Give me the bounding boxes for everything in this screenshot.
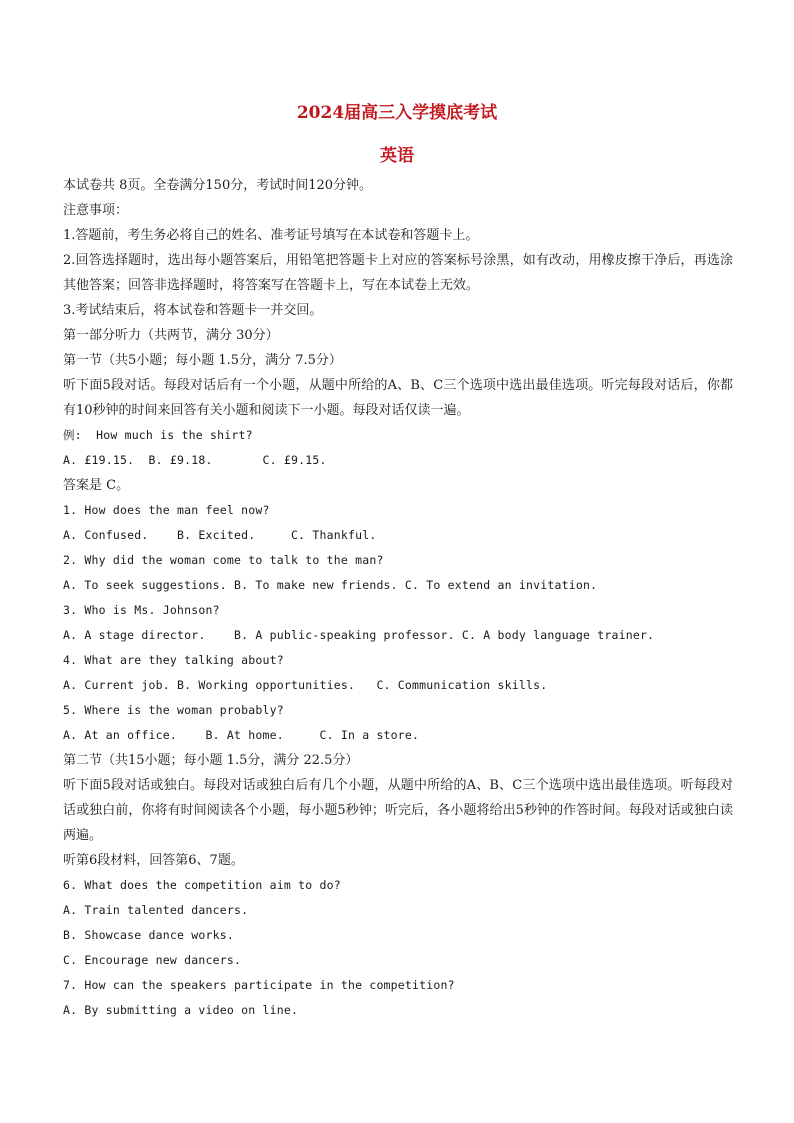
- part1-heading: 第一部分听力（共两节，满分 30分）: [63, 328, 279, 343]
- material-6-heading: 听第6段材料，回答第6、7题。: [63, 853, 244, 868]
- section2-heading: 第二节（共15小题；每小题 1.5分，满分 22.5分）: [63, 753, 359, 768]
- question-2: 2. Why did the woman come to talk to the man?: [63, 553, 384, 567]
- question-6: 6. What does the competition aim to do?: [63, 878, 341, 892]
- question-3-options: A. A stage director. B. A public-speaking professor. C. A body language trainer.: [63, 628, 655, 642]
- subject-title: 英语: [380, 146, 414, 166]
- question-3: 3. Who is Ms. Johnson?: [63, 603, 220, 617]
- question-1: 1. How does the man feel now?: [63, 503, 270, 517]
- question-6-option-b: B. Showcase dance works.: [63, 928, 234, 942]
- note-3: 3.考试结束后，将本试卷和答题卡一并交回。: [63, 303, 323, 318]
- section1-heading: 第一节（共5小题；每小题 1.5分，满分 7.5分）: [63, 353, 342, 368]
- question-2-options: A. To seek suggestions. B. To make new friends. C. To extend an invitation.: [63, 578, 598, 592]
- question-6-option-c: C. Encourage new dancers.: [63, 953, 242, 967]
- question-5: 5. Where is the woman probably?: [63, 703, 284, 717]
- exam-info: 本试卷共 8页。全卷满分150分，考试时间120分钟。: [63, 178, 373, 193]
- note-2: 2.回答选择题时，选出每小题答案后，用铅笔把答题卡上对应的答案标号涂黑，如有改动，用橡皮擦干净后，再选涂其他答案；回答非选择题时，将答案写在答题卡上，写在本试卷上无效。: [63, 253, 733, 293]
- example-options: A. £19.15. B. £9.18. C. £9.15.: [63, 453, 327, 467]
- example-question: 例: How much is the shirt?: [63, 428, 253, 442]
- question-7: 7. How can the speakers participate in the competition?: [63, 978, 455, 992]
- question-1-options: A. Confused. B. Excited. C. Thankful.: [63, 528, 377, 542]
- example-answer: 答案是 C。: [63, 478, 130, 493]
- notes-heading: 注意事项：: [63, 203, 129, 218]
- section2-instructions: 听下面5段对话或独白。每段对话或独白后有几个小题，从题中所给的A、B、C三个选项中选出最佳选项。听每段对话或独白前，你将有时间阅读各个小题，每小题5秒钟；听完后，各小题将给出5秒钟的作答时间。每段对话或独白读两遍。: [63, 778, 733, 843]
- section1-instructions: 听下面5段对话。每段对话后有一个小题，从题中所给的A、B、C三个选项中选出最佳选项。听完每段对话后，你都有10秒钟的时间来回答有关小题和阅读下一小题。每段对话仅读一遍。: [63, 378, 733, 418]
- exam-content: [63, 173, 733, 1023]
- question-4: 4. What are they talking about?: [63, 653, 284, 667]
- question-5-options: A. At an office. B. At home. C. In a store.: [63, 728, 420, 742]
- question-4-options: A. Current job. B. Working opportunities. C. Communication skills.: [63, 678, 548, 692]
- note-1: 1.答题前，考生务必将自己的姓名、准考证号填写在本试卷和答题卡上。: [63, 228, 479, 243]
- exam-title: 2024届高三入学摸底考试: [296, 103, 498, 123]
- question-6-option-a: A. Train talented dancers.: [63, 903, 249, 917]
- question-7-option-a: A. By submitting a video on line.: [63, 1003, 299, 1017]
